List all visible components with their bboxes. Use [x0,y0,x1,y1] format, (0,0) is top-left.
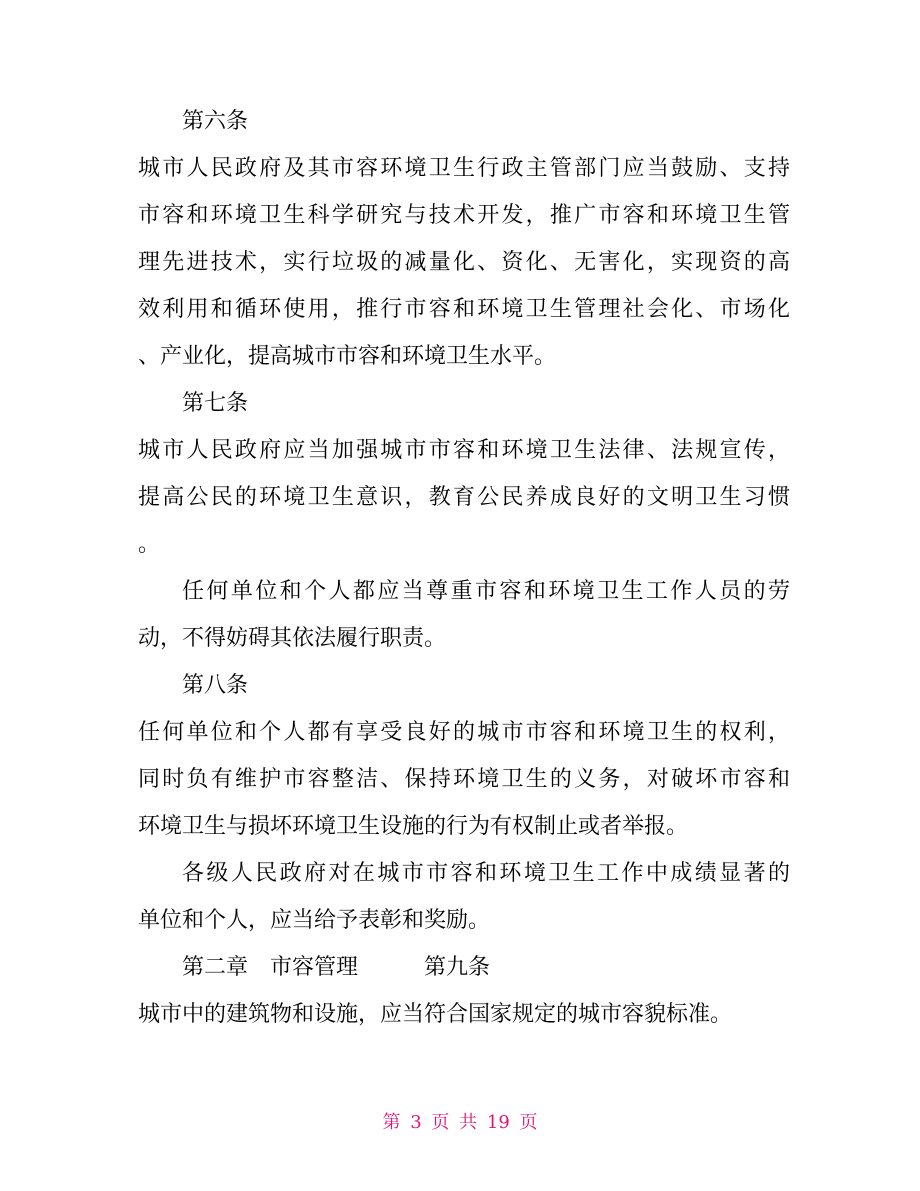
chapter-2-label: 第二章 [182,955,249,980]
article-8-line-2: 同时负有维护市容整洁、保持环境卫生的义务，对破坏市容和 [138,767,790,792]
article-8-para2-line-1: 各级人民政府对在城市市容和环境卫生工作中成绩显著的 [182,861,790,886]
article-8-para2-line-2: 单位和个人，应当给予表彰和奖励。 [138,908,491,933]
article-7-para2-line-1: 任何单位和个人都应当尊重市容和环境卫生工作人员的劳 [182,579,790,604]
chapter-2-heading-row [138,944,790,991]
article-6-line-3: 理先进技术，实行垃圾的减量化、资化、无害化，实现资的高 [138,250,790,275]
document-body [138,98,790,1038]
article-6-line-2: 市容和环境卫生科学研究与技术开发，推广市容和环境卫生管 [138,203,790,228]
article-8-heading: 第八条 [182,673,249,698]
chapter-2-title: 市容管理 [270,955,359,980]
article-7-para2-line-2: 动，不得妨碍其依法履行职责。 [138,626,447,651]
article-7-line-1: 城市人民政府应当加强城市市容和环境卫生法律、法规宣传， [138,438,790,463]
footer-total-word: 共 [459,1112,478,1133]
article-7-line-3: 。 [138,532,161,557]
article-9-heading: 第九条 [424,955,491,980]
article-7-line-2: 提高公民的环境卫生意识，教育公民养成良好的文明卫生习惯 [138,485,790,510]
footer-prefix: 第 [382,1112,401,1133]
article-8-line-3: 环境卫生与损坏环境卫生设施的行为有权制止或者举报。 [138,814,689,839]
footer-current-page: 3 [410,1112,422,1133]
page-footer [0,1108,920,1134]
article-7-heading: 第七条 [182,391,249,416]
footer-page-word: 页 [431,1112,450,1133]
article-9-line-1: 城市中的建筑物和设施，应当符合国家规定的城市容貌标准。 [138,1002,733,1027]
footer-total-pages: 19 [486,1112,510,1133]
article-6-line-1: 城市人民政府及其市容环境卫生行政主管部门应当鼓励、支持 [138,156,790,181]
article-6-line-5: 、产业化，提高城市市容和环境卫生水平。 [138,344,557,369]
article-6-heading: 第六条 [182,109,249,134]
article-8-line-1: 任何单位和个人都有享受良好的城市市容和环境卫生的权利， [138,720,790,745]
footer-suffix: 页 [519,1112,538,1133]
article-6-line-4: 效利用和循环使用，推行市容和环境卫生管理社会化、市场化 [138,297,790,322]
